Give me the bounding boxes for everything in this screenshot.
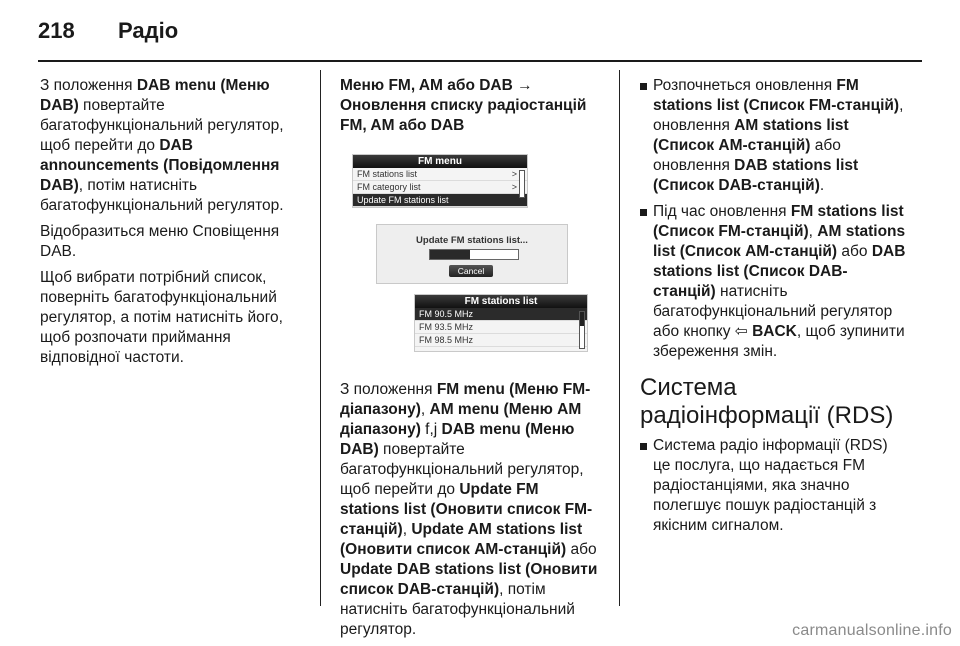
chevron-right-icon: > — [511, 169, 517, 179]
text: З положення — [340, 381, 437, 398]
paragraph-announcements-menu: Відобразиться меню Сповіщення DAB. — [40, 223, 280, 260]
text: , щоб зупинити збереження змін. — [653, 323, 905, 360]
bullet-rds-description: Система радіо інформації (RDS) це послуга, що надається FM радіостанціями, яка значно полегшує пошук радіостанцій з якісним сигналом. — [640, 436, 908, 536]
fm-menu-item — [353, 181, 527, 194]
column-3 — [640, 76, 908, 542]
fm-menu-title: FM menu — [353, 155, 527, 168]
cancel-button: Cancel — [449, 265, 493, 277]
text: повертайте багатофункціональний регулятор, щоб перейти до — [40, 97, 284, 154]
text: f,j — [420, 421, 442, 438]
menu-term: AM menu (Меню AM діапазону) — [340, 401, 582, 438]
fm-stations-screen — [414, 294, 588, 352]
text: , — [808, 223, 818, 240]
page-number: 218 — [38, 18, 75, 43]
text: натисніть багатофункціональний регулятор або кнопку — [653, 283, 893, 340]
text: або — [566, 541, 597, 558]
bullet-update-start — [640, 76, 908, 196]
fm-menu-item-label: Update FM stations list — [357, 195, 449, 205]
scrollbar — [579, 311, 585, 349]
text: Розпочнеться оновлення — [653, 77, 837, 94]
menu-term: DAB stations list (Список DAB-станцій) — [653, 243, 906, 300]
header-rule — [38, 60, 922, 62]
fm-menu-item-selected — [353, 194, 527, 207]
column-divider-2 — [619, 70, 620, 606]
fm-menu-item-label: FM stations list — [357, 169, 418, 179]
text: , — [402, 521, 412, 538]
menu-term: Update AM stations list (Оновити список AM-станцій) — [340, 521, 583, 558]
text: З положення — [40, 77, 137, 94]
update-title: Update FM stations list... — [416, 235, 528, 246]
station-item-selected: FM 90.5 MHz — [415, 308, 587, 321]
subsection-heading-text: Меню FM, AM або DAB → Оновлення списку радіостанцій FM, AM або DAB — [340, 77, 587, 134]
menu-term: FM stations list (Список FM-станцій) — [653, 77, 900, 114]
text: або — [837, 243, 872, 260]
update-screen — [376, 224, 568, 284]
subsection-heading — [340, 76, 602, 136]
menu-term: FM menu (Меню FM-діапазону) — [340, 381, 591, 418]
watermark: carmanualsonline.info — [792, 622, 952, 639]
scrollbar — [519, 170, 525, 198]
text: , — [420, 401, 430, 418]
page-header — [38, 18, 922, 50]
menu-term: Update DAB stations list (Оновити список DAB-станцій) — [340, 561, 598, 598]
back-arrow-icon: ⇦ — [734, 323, 748, 340]
fm-menu-item — [353, 168, 527, 181]
paragraph-select-list: Щоб вибрати потрібний список, поверніть багатофункціональний регулятор, а потім натисніть його, щоб розпочати приймання відповідної частоти. — [40, 269, 283, 366]
text: або оновлення — [653, 137, 841, 174]
fm-menu-screen — [352, 154, 528, 208]
text: , потім натисніть багатофункціональний регулятор. — [40, 177, 284, 214]
text: повертайте багатофункціональний регулятор, щоб перейти до — [340, 441, 584, 498]
column-2 — [340, 76, 602, 646]
back-key-term: BACK — [747, 323, 797, 340]
update-progress-fill — [430, 250, 470, 259]
fm-stations-title: FM stations list — [415, 295, 587, 308]
column-1 — [40, 76, 298, 374]
column-divider-1 — [320, 70, 321, 606]
menu-term: FM stations list (Список FM-станцій) — [653, 203, 904, 240]
text: . — [819, 177, 825, 194]
bullet-update-stop — [640, 202, 908, 362]
text: , оновлення — [653, 97, 904, 134]
fm-menu-item-label: FM category list — [357, 182, 421, 192]
menu-term: DAB menu (Меню DAB) — [40, 77, 270, 114]
menu-term: DAB stations list (Список DAB-станцій) — [653, 157, 859, 194]
paragraph-dab-announcements — [40, 76, 298, 216]
section-heading-rds: Система радіоінформації (RDS) — [640, 374, 894, 429]
chevron-right-icon: > — [511, 182, 517, 192]
update-progress-bar — [429, 249, 519, 260]
station-item: FM 98.5 MHz — [415, 334, 587, 347]
text: , потім натисніть багатофункціональний регулятор. — [340, 581, 575, 638]
menu-term: Update FM stations list (Оновити список FM-станцій) — [340, 481, 593, 538]
menu-term: AM stations list (Список AM-станцій) — [653, 117, 849, 154]
paragraph-update-procedure — [340, 380, 602, 640]
menu-term: AM stations list (Список AM-станцій) — [653, 223, 906, 260]
screens-figure — [340, 150, 602, 370]
text: Під час оновлення — [653, 203, 791, 220]
page-title: Радіо — [118, 18, 179, 43]
station-item: FM 93.5 MHz — [415, 321, 587, 334]
menu-term: DAB menu (Меню DAB) — [340, 421, 575, 458]
menu-term: DAB announcements (Повідомлення DAB) — [40, 137, 280, 194]
